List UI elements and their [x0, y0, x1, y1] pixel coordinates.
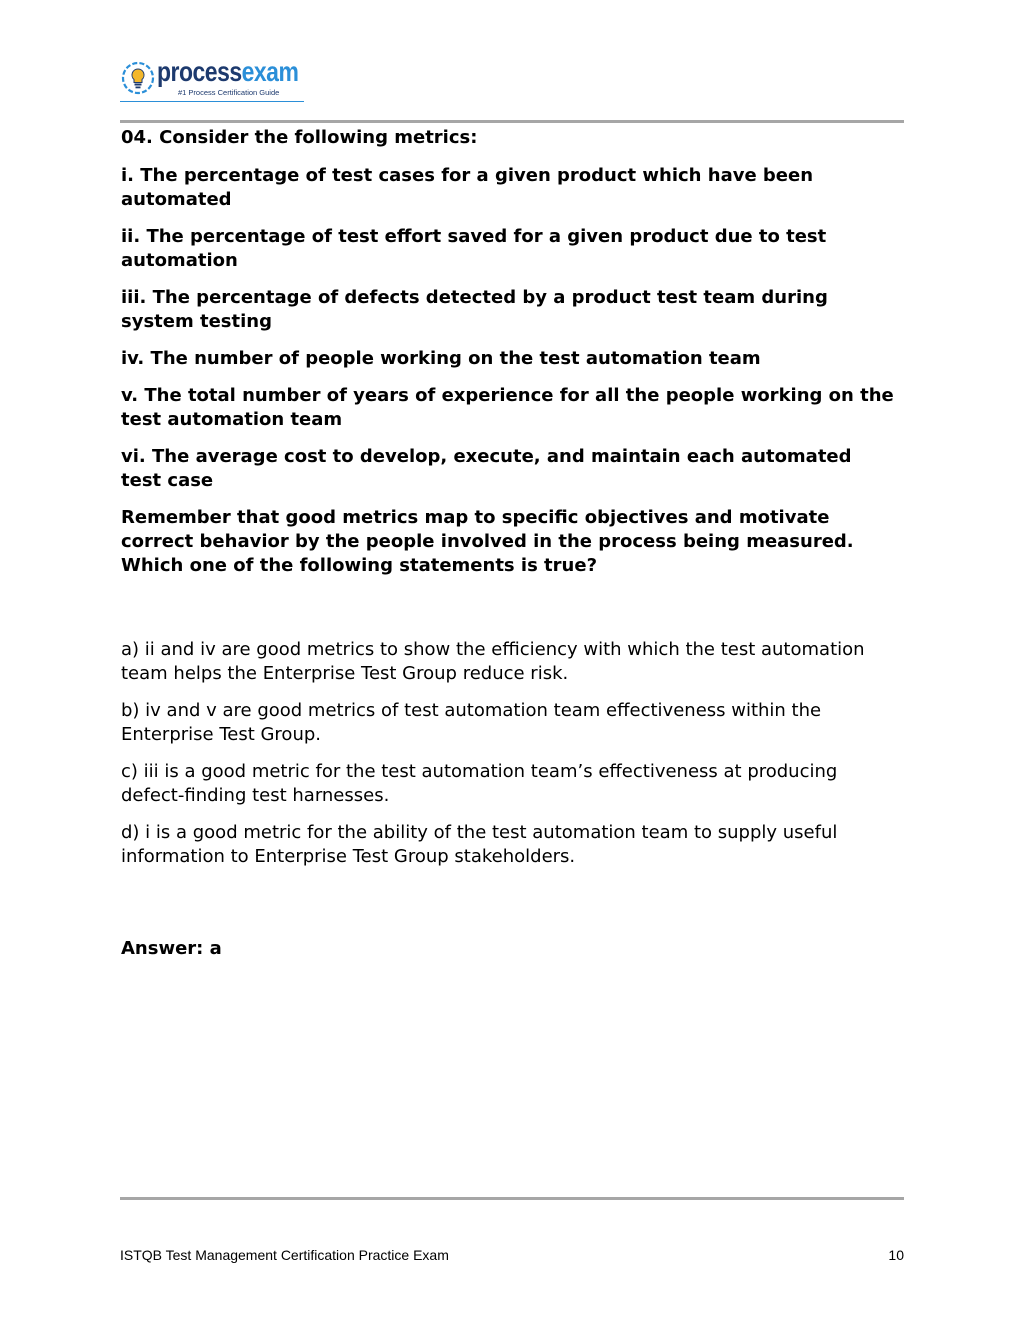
question-block [121, 126, 896, 979]
footer-title: ISTQB Test Management Certification Practice Exam [120, 1247, 449, 1263]
answer-option-d: d) i is a good metric for the ability of the test automation team to supply useful information to Enterprise Test Group stakeholders. [121, 822, 838, 867]
footer-divider [120, 1197, 904, 1200]
logo-wordmark [157, 56, 298, 88]
lightbulb-gear-icon [120, 60, 156, 96]
metric-item: iii. The percentage of defects detected by a product test team during system testing [121, 287, 828, 332]
metric-item: i. The percentage of test cases for a given product which have been automated [121, 165, 814, 210]
metric-item: v. The total number of years of experience for all the people working on the test automation team [121, 385, 894, 430]
logo-word-exam: exam [241, 56, 299, 87]
answer-option-a: a) ii and iv are good metrics to show the efficiency with which the test automation team helps the Enterprise Test Group reduce risk. [121, 639, 865, 684]
logo-underline [120, 101, 304, 102]
metric-item: iv. The number of people working on the test automation team [121, 348, 761, 369]
logo-tagline: #1 Process Certification Guide [178, 88, 280, 97]
answer-option-b: b) iv and v are good metrics of test automation team effectiveness within the Enterprise Test Group. [121, 700, 822, 745]
answer-option-c: c) iii is a good metric for the test automation team’s effectiveness at producing defect-finding test harnesses. [121, 761, 838, 806]
metric-item: ii. The percentage of test effort saved for a given product due to test automation [121, 226, 827, 271]
question-heading: 04. Consider the following metrics: [121, 127, 478, 148]
header-divider [120, 120, 904, 123]
logo-word-process: process [157, 56, 242, 87]
metric-item: vi. The average cost to develop, execute, and maintain each automated test case [121, 446, 852, 491]
processexam-logo [120, 58, 310, 104]
correct-answer: Answer: a [121, 938, 222, 959]
question-prompt: Remember that good metrics map to specific objectives and motivate correct behavior by the people involved in the process being measured. Which one of the following statements is true? [121, 507, 854, 576]
page-number: 10 [888, 1247, 904, 1263]
